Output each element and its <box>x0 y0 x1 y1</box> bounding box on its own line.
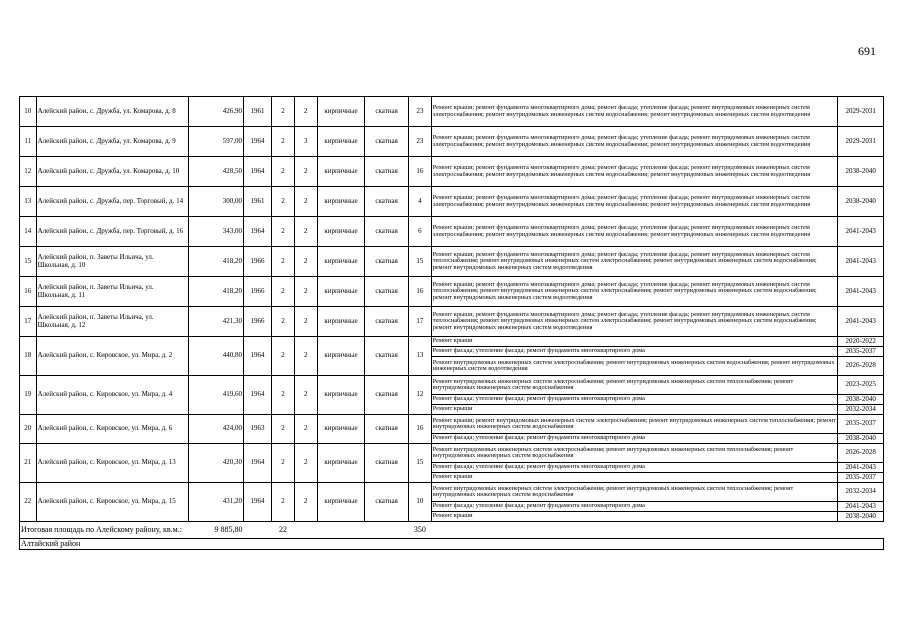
area-cell: 440,80 <box>189 337 244 376</box>
total-empty <box>244 522 272 539</box>
term-cell: 2029-2031 <box>838 97 884 127</box>
area-cell: 428,50 <box>189 157 244 187</box>
total-apartments: 350 <box>408 522 431 539</box>
district-name: Алтайский район <box>20 539 884 550</box>
apartments-cell: 10 <box>408 483 431 522</box>
row-number: 21 <box>20 444 37 483</box>
apartments-cell: 4 <box>408 187 431 217</box>
table-row <box>20 337 884 347</box>
floors-cell: 2 <box>272 127 295 157</box>
table-row <box>20 127 884 157</box>
floors-cell: 2 <box>272 483 295 522</box>
walls-cell: кирпичные <box>317 277 365 307</box>
apartments-cell: 6 <box>408 217 431 247</box>
floors-cell: 2 <box>272 277 295 307</box>
walls-cell: кирпичные <box>317 337 365 376</box>
works-cell: Ремонт внутридомовых инженерных систем электроснабжения; ремонт внутридомовых инженерных систем теплоснабжения; ремонт внутридомовых инженерных систем водоснабжения <box>431 376 838 395</box>
floors-cell: 2 <box>272 247 295 277</box>
table-row <box>20 415 884 434</box>
entrances-cell: 2 <box>294 97 317 127</box>
table-row <box>20 483 884 502</box>
table-row <box>20 157 884 187</box>
entrances-cell: 3 <box>294 127 317 157</box>
roof-cell: скатная <box>365 415 409 444</box>
entrances-cell: 2 <box>294 187 317 217</box>
address-cell: Алейский район, п. Заветы Ильича, ул. Школьная, д. 10 <box>36 247 188 277</box>
row-number: 16 <box>20 277 37 307</box>
table-row <box>20 187 884 217</box>
floors-cell: 2 <box>272 376 295 415</box>
year-cell: 1964 <box>244 483 272 522</box>
table-body <box>20 97 884 550</box>
roof-cell: скатная <box>365 444 409 483</box>
total-area: 9 885,80 <box>189 522 244 539</box>
area-cell: 424,00 <box>189 415 244 444</box>
works-cell: Ремонт крыши; ремонт внутридомовых инженерных систем электроснабжения; ремонт внутридомовых инженерных систем теплоснабжения; ремонт внутридомовых инженерных систем водоснабжения <box>431 415 838 434</box>
address-cell: Алейский район, с. Кировское, ул. Мира, д. 4 <box>36 376 188 415</box>
area-cell: 597,00 <box>189 127 244 157</box>
area-cell: 418,20 <box>189 247 244 277</box>
apartments-cell: 16 <box>408 415 431 444</box>
area-cell: 426,90 <box>189 97 244 127</box>
roof-cell: скатная <box>365 247 409 277</box>
term-cell: 2032-2034 <box>838 405 884 415</box>
works-cell: Ремонт крыши; ремонт фундамента многоквартирного дома; ремонт фасада; утепление фасада; ремонт внутридомовых инженерных систем теплоснабжения; ремонт внутридомовых инженерных систем электроснабжения; ремонт внутридомовых инженерных систем водоснабжения; ремонт внутридомовых инженерных систем водоотведения <box>431 307 838 337</box>
entrances-cell: 2 <box>294 157 317 187</box>
apartments-cell: 16 <box>408 277 431 307</box>
area-cell: 343,00 <box>189 217 244 247</box>
apartments-cell: 15 <box>408 444 431 483</box>
row-number: 20 <box>20 415 37 444</box>
total-empty <box>294 522 408 539</box>
year-cell: 1966 <box>244 247 272 277</box>
works-cell: Ремонт фасада; утепление фасада; ремонт фундамента многоквартирного дома <box>431 434 838 444</box>
walls-cell: кирпичные <box>317 157 365 187</box>
term-cell: 2041-2043 <box>838 217 884 247</box>
works-cell: Ремонт внутридомовых инженерных систем электроснабжения; ремонт внутридомовых инженерных систем теплоснабжения; ремонт внутридомовых инженерных систем водоснабжения <box>431 444 838 463</box>
walls-cell: кирпичные <box>317 483 365 522</box>
works-cell: Ремонт внутридомовых инженерных систем электроснабжения; ремонт внутридомовых инженерных систем теплоснабжения; ремонт внутридомовых инженерных систем водоснабжения <box>431 483 838 502</box>
year-cell: 1966 <box>244 277 272 307</box>
apartments-cell: 15 <box>408 247 431 277</box>
address-cell: Алейский район, с. Дружба, пер. Торговый, д. 16 <box>36 217 188 247</box>
address-cell: Алейский район, с. Кировское, ул. Мира, д. 6 <box>36 415 188 444</box>
roof-cell: скатная <box>365 483 409 522</box>
address-cell: Алейский район, с. Кировское, ул. Мира, д. 2 <box>36 337 188 376</box>
term-cell: 2023-2025 <box>838 376 884 395</box>
apartments-cell: 23 <box>408 127 431 157</box>
works-cell: Ремонт крыши; ремонт фундамента многоквартирного дома; ремонт фасада; утепление фасада; ремонт внутридомовых инженерных систем электроснабжения; ремонт внутридомовых инженерных систем водоснабжения; ремонт внутридомовых инженерных систем водоотведения <box>431 187 838 217</box>
entrances-cell: 2 <box>294 376 317 415</box>
page-number: 691 <box>858 44 876 58</box>
roof-cell: скатная <box>365 127 409 157</box>
floors-cell: 2 <box>272 97 295 127</box>
term-cell: 2041-2043 <box>838 307 884 337</box>
entrances-cell: 2 <box>294 415 317 444</box>
walls-cell: кирпичные <box>317 247 365 277</box>
term-cell: 2041-2043 <box>838 277 884 307</box>
roof-cell: скатная <box>365 217 409 247</box>
table-row <box>20 217 884 247</box>
year-cell: 1966 <box>244 307 272 337</box>
address-cell: Алейский район, с. Дружба, ул. Комарова, д. 9 <box>36 127 188 157</box>
floors-cell: 2 <box>272 337 295 376</box>
works-cell: Ремонт крыши; ремонт фундамента многоквартирного дома; ремонт фасада; утепление фасада; ремонт внутридомовых инженерных систем теплоснабжения; ремонт внутридомовых инженерных систем электроснабжения; ремонт внутридомовых инженерных систем водоснабжения; ремонт внутридомовых инженерных систем водоотведения <box>431 247 838 277</box>
table-row <box>20 307 884 337</box>
apartments-cell: 16 <box>408 157 431 187</box>
row-number: 17 <box>20 307 37 337</box>
roof-cell: скатная <box>365 157 409 187</box>
term-cell: 2038-2040 <box>838 187 884 217</box>
row-number: 14 <box>20 217 37 247</box>
entrances-cell: 2 <box>294 277 317 307</box>
roof-cell: скатная <box>365 187 409 217</box>
address-cell: Алейский район, с. Кировское, ул. Мира, д. 15 <box>36 483 188 522</box>
apartments-cell: 23 <box>408 97 431 127</box>
area-cell: 420,30 <box>189 444 244 483</box>
entrances-cell: 2 <box>294 247 317 277</box>
term-cell: 2029-2031 <box>838 127 884 157</box>
term-cell: 2041-2043 <box>838 247 884 277</box>
row-number: 19 <box>20 376 37 415</box>
entrances-cell: 2 <box>294 444 317 483</box>
entrances-cell: 2 <box>294 307 317 337</box>
year-cell: 1961 <box>244 187 272 217</box>
address-cell: Алейский район, с. Дружба, ул. Комарова, д. 10 <box>36 157 188 187</box>
row-number: 13 <box>20 187 37 217</box>
table-row <box>20 277 884 307</box>
term-cell: 2026-2028 <box>838 444 884 463</box>
roof-cell: скатная <box>365 376 409 415</box>
district-row <box>20 539 884 550</box>
works-cell: Ремонт крыши <box>431 405 838 415</box>
floors-cell: 2 <box>272 415 295 444</box>
total-row <box>20 522 884 539</box>
year-cell: 1961 <box>244 97 272 127</box>
area-cell: 418,20 <box>189 277 244 307</box>
term-cell: 2032-2034 <box>838 483 884 502</box>
address-cell: Алейский район, с. Дружба, пер. Торговый, д. 14 <box>36 187 188 217</box>
walls-cell: кирпичные <box>317 97 365 127</box>
table-row <box>20 97 884 127</box>
works-cell: Ремонт крыши; ремонт фундамента многоквартирного дома; ремонт фасада; утепление фасада; ремонт внутридомовых инженерных систем электроснабжения; ремонт внутридомовых инженерных систем водоснабжения; ремонт внутридомовых инженерных систем водоотведения <box>431 157 838 187</box>
entrances-cell: 2 <box>294 337 317 376</box>
term-cell: 2026-2028 <box>838 357 884 376</box>
term-cell: 2035-2037 <box>838 473 884 483</box>
floors-cell: 2 <box>272 217 295 247</box>
row-number: 12 <box>20 157 37 187</box>
apartments-cell: 17 <box>408 307 431 337</box>
year-cell: 1964 <box>244 444 272 483</box>
roof-cell: скатная <box>365 277 409 307</box>
floors-cell: 2 <box>272 157 295 187</box>
works-cell: Ремонт крыши <box>431 473 838 483</box>
walls-cell: кирпичные <box>317 376 365 415</box>
year-cell: 1964 <box>244 157 272 187</box>
works-cell: Ремонт крыши; ремонт фундамента многоквартирного дома; ремонт фасада; утепление фасада; ремонт внутридомовых инженерных систем теплоснабжения; ремонт внутридомовых инженерных систем электроснабжения; ремонт внутридомовых инженерных систем водоснабжения; ремонт внутридомовых инженерных систем водоотведения <box>431 277 838 307</box>
table-row <box>20 444 884 463</box>
year-cell: 1964 <box>244 127 272 157</box>
works-cell: Ремонт внутридомовых инженерных систем электроснабжения; ремонт внутридомовых инженерных систем водоснабжения; ремонт внутридомовых инженерных систем водоотведения <box>431 357 838 376</box>
works-cell: Ремонт крыши <box>431 337 838 347</box>
row-number: 11 <box>20 127 37 157</box>
floors-cell: 2 <box>272 307 295 337</box>
walls-cell: кирпичные <box>317 217 365 247</box>
year-cell: 1964 <box>244 337 272 376</box>
walls-cell: кирпичные <box>317 187 365 217</box>
term-cell: 2038-2040 <box>838 157 884 187</box>
total-floors: 22 <box>272 522 295 539</box>
walls-cell: кирпичные <box>317 127 365 157</box>
roof-cell: скатная <box>365 97 409 127</box>
term-cell: 2041-2043 <box>838 463 884 473</box>
roof-cell: скатная <box>365 337 409 376</box>
area-cell: 431,20 <box>189 483 244 522</box>
walls-cell: кирпичные <box>317 444 365 483</box>
works-cell: Ремонт крыши <box>431 512 838 522</box>
apartments-cell: 12 <box>408 376 431 415</box>
year-cell: 1964 <box>244 376 272 415</box>
term-cell: 2041-2043 <box>838 502 884 512</box>
address-cell: Алейский район, п. Заветы Ильича, ул. Школьная, д. 11 <box>36 277 188 307</box>
area-cell: 300,00 <box>189 187 244 217</box>
floors-cell: 2 <box>272 187 295 217</box>
table-row <box>20 247 884 277</box>
works-cell: Ремонт крыши; ремонт фундамента многоквартирного дома; ремонт фасада; утепление фасада; ремонт внутридомовых инженерных систем электроснабжения; ремонт внутридомовых инженерных систем водоснабжения; ремонт внутридомовых инженерных систем водоотведения <box>431 97 838 127</box>
term-cell: 2038-2040 <box>838 434 884 444</box>
works-cell: Ремонт фасада; утепление фасада; ремонт фундамента многоквартирного дома <box>431 463 838 473</box>
row-number: 22 <box>20 483 37 522</box>
works-cell: Ремонт крыши; ремонт фундамента многоквартирного дома; ремонт фасада; утепление фасада; ремонт внутридомовых инженерных систем электроснабжения; ремонт внутридомовых инженерных систем водоснабжения; ремонт внутридомовых инженерных систем водоотведения <box>431 217 838 247</box>
total-label: Итоговая площадь по Алейскому району, кв.м.: <box>20 522 189 539</box>
works-cell: Ремонт фасада; утепление фасада; ремонт фундамента многоквартирного дома <box>431 502 838 512</box>
term-cell: 2035-2037 <box>838 415 884 434</box>
table-row <box>20 376 884 395</box>
works-cell: Ремонт фасада; утепление фасада; ремонт фундамента многоквартирного дома <box>431 347 838 357</box>
row-number: 15 <box>20 247 37 277</box>
works-cell: Ремонт крыши; ремонт фундамента многоквартирного дома; ремонт фасада; утепление фасада; ремонт внутридомовых инженерных систем электроснабжения; ремонт внутридомовых инженерных систем водоснабжения; ремонт внутридомовых инженерных систем водоотведения <box>431 127 838 157</box>
year-cell: 1964 <box>244 217 272 247</box>
area-cell: 419,60 <box>189 376 244 415</box>
address-cell: Алейский район, с. Кировское, ул. Мира, д. 13 <box>36 444 188 483</box>
row-number: 18 <box>20 337 37 376</box>
entrances-cell: 2 <box>294 483 317 522</box>
term-cell: 2035-2037 <box>838 347 884 357</box>
housing-register-table <box>19 96 884 550</box>
entrances-cell: 2 <box>294 217 317 247</box>
term-cell: 2038-2040 <box>838 512 884 522</box>
area-cell: 421,30 <box>189 307 244 337</box>
works-cell: Ремонт фасада; утепление фасада; ремонт фундамента многоквартирного дома <box>431 395 838 405</box>
address-cell: Алейский район, с. Дружба, ул. Комарова, д. 8 <box>36 97 188 127</box>
year-cell: 1963 <box>244 415 272 444</box>
row-number: 10 <box>20 97 37 127</box>
term-cell: 2020-2022 <box>838 337 884 347</box>
address-cell: Алейский район, п. Заветы Ильича, ул. Школьная, д. 12 <box>36 307 188 337</box>
total-empty <box>431 522 883 539</box>
roof-cell: скатная <box>365 307 409 337</box>
walls-cell: кирпичные <box>317 415 365 444</box>
term-cell: 2038-2040 <box>838 395 884 405</box>
walls-cell: кирпичные <box>317 307 365 337</box>
floors-cell: 2 <box>272 444 295 483</box>
apartments-cell: 13 <box>408 337 431 376</box>
